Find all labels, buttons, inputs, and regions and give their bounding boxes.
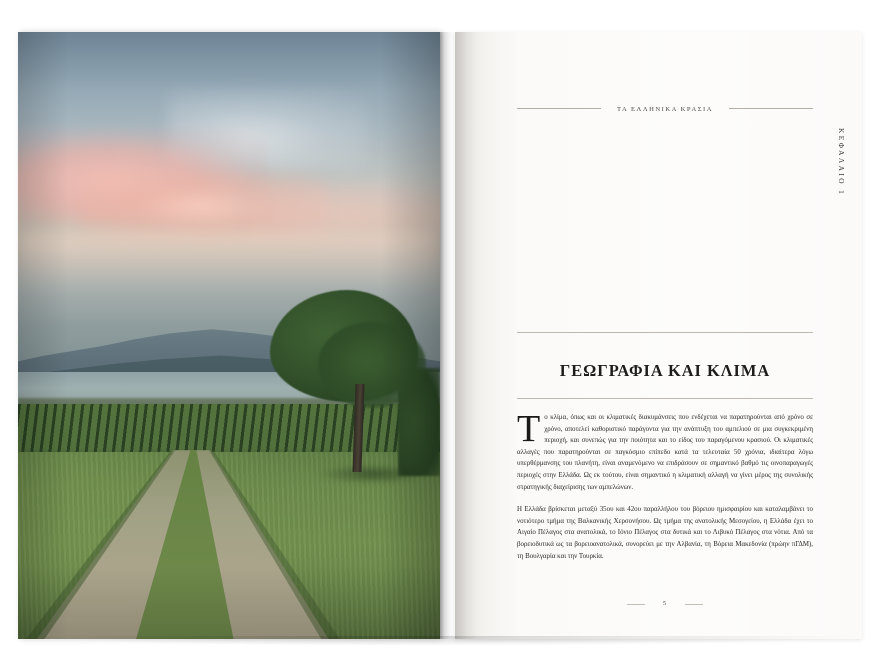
paragraph-2: Η Ελλάδα βρίσκεται μεταξύ 35ου και 42ου παραλλήλου του βόρειου ημισφαιρίου και καταλαμβάνει το νοτιότερο τμήμα της Βαλκανικής Χερσονήσου. Ως τμήμα της ανατολικής Μεσογείου, η Ελλάδα έχει το Αιγαίο Πέλαγος στα ανατολικά, το Ιόνιο Πέλαγος στα δυτικά και το Λιβυκό Πέλαγος στα νότια. Από τα βορειοδυτικά ως τα βορειοανατολικά, συνορεύει με την Αλβανία, τη Βόρεια Μακεδονία (πρώην πΓΔΜ), τη Βουλγαρία και την Τουρκία. — [517, 506, 813, 560]
folio-rule-right — [685, 604, 703, 605]
paragraph-1-text: ο κλίμα, όπως και οι κλιματικές διακυμάνσεις που ενδέχεται να παρατηρούνται από χρόνο σε χρόνο, αποτελεί καθοριστικό παράγοντα για την ανάπτυξη του αμπελιού σε μια συγκεκριμένη περιοχή, και συνεπώς για την ποιότητα και το είδος του παραγόμενου κρασιού. Οι κλιματικές αλλαγές που παρατηρούνται σε παγκόσμιο επίπεδο κατά τα τελευταία 50 χρόνια, ιδιαίτερα λόγω υπερθέρμανσης του πλανήτη, είναι αναμενόμενο να επιδράσουν σε σημαντικό βαθμό τις οινοπαραγωγές περιοχές στην Ελλάδα. Ως εκ τούτου, είναι σημαντικό η κλιματική αλλαγή να γίνει μέρος της συνολικής στρατηγικής διαχείρισης των αμπελώνων. — [517, 414, 813, 491]
chapter-label-vertical: ΚΕΦΑΛΑΙΟ 1 — [837, 128, 846, 197]
tree-canopy-lower — [318, 322, 426, 408]
left-page-photograph — [18, 32, 440, 639]
page-curve-shading — [455, 32, 489, 639]
body-text — [517, 408, 813, 562]
paragraph-1 — [517, 408, 813, 493]
running-head — [517, 98, 813, 116]
drop-cap: Τ — [517, 408, 541, 450]
page-title: ΓΕΩΓΡΑΦΙΑ ΚΑΙ ΚΛΙΜΑ — [559, 360, 771, 380]
right-page-text — [455, 32, 862, 639]
tree-shadow — [318, 464, 428, 484]
title-rule-bottom — [517, 398, 813, 399]
page-number: 5 — [662, 600, 668, 607]
title-rule-top — [517, 332, 813, 333]
cloud-haze-band — [18, 232, 438, 292]
running-head-text: ΤΑ ΕΛΛΗΝΙΚΑ ΚΡΑΣΙΑ — [616, 106, 714, 113]
